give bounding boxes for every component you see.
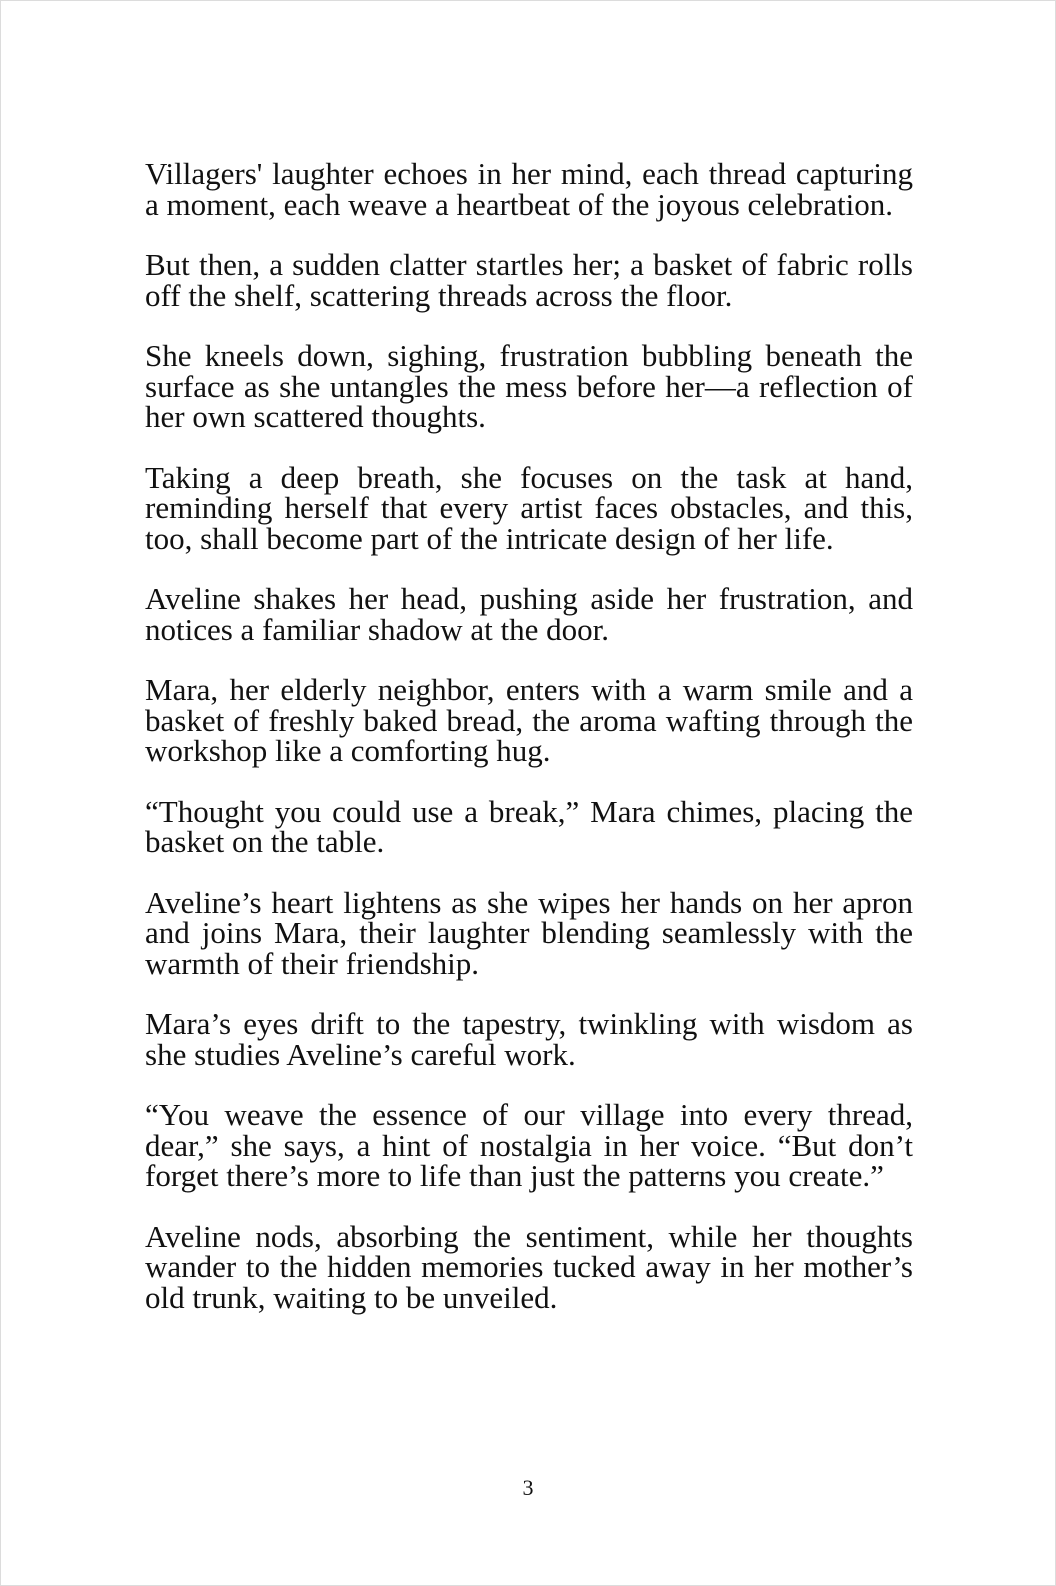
body-text: [145, 156, 913, 1343]
paragraph: Aveline nods, absorbing the sentiment, while her thoughts wander to the hidden memories tucked away in her mother’s old trunk, waiting to be unveiled.: [145, 1218, 913, 1315]
paragraph: Aveline shakes her head, pushing aside her frustration, and notices a familiar shadow at the door.: [145, 581, 913, 647]
paragraph: Aveline’s heart lightens as she wipes her hands on her apron and joins Mara, their laughter blending seamlessly with the warmth of their friendship.: [145, 884, 913, 981]
paragraph: Mara’s eyes drift to the tapestry, twinkling with wisdom as she studies Aveline’s careful work.: [145, 1006, 913, 1072]
paragraph: “Thought you could use a break,” Mara chimes, placing the basket on the table.: [145, 793, 913, 859]
paragraph: “You weave the essence of our village into every thread, dear,” she says, a hint of nostalgia in her voice. “But don’t forget there’s more to life than just the patterns you create.”: [145, 1097, 913, 1193]
paragraph: But then, a sudden clatter startles her; a basket of fabric rolls off the shelf, scattering threads across the floor.: [145, 247, 913, 313]
page-number: 3: [522, 1475, 534, 1500]
paragraph: She kneels down, sighing, frustration bubbling beneath the surface as she untangles the mess before her—a reflection of her own scattered thoughts.: [145, 338, 913, 434]
paragraph: Mara, her elderly neighbor, enters with a warm smile and a basket of freshly baked bread, the aroma wafting through the workshop like a comforting hug.: [145, 672, 913, 768]
paragraph: Taking a deep breath, she focuses on the task at hand, reminding herself that every artist faces obstacles, and this, too, shall become part of the intricate design of her life.: [145, 459, 913, 556]
paragraph: Villagers' laughter echoes in her mind, each thread capturing a moment, each weave a heartbeat of the joyous celebration.: [145, 156, 913, 222]
